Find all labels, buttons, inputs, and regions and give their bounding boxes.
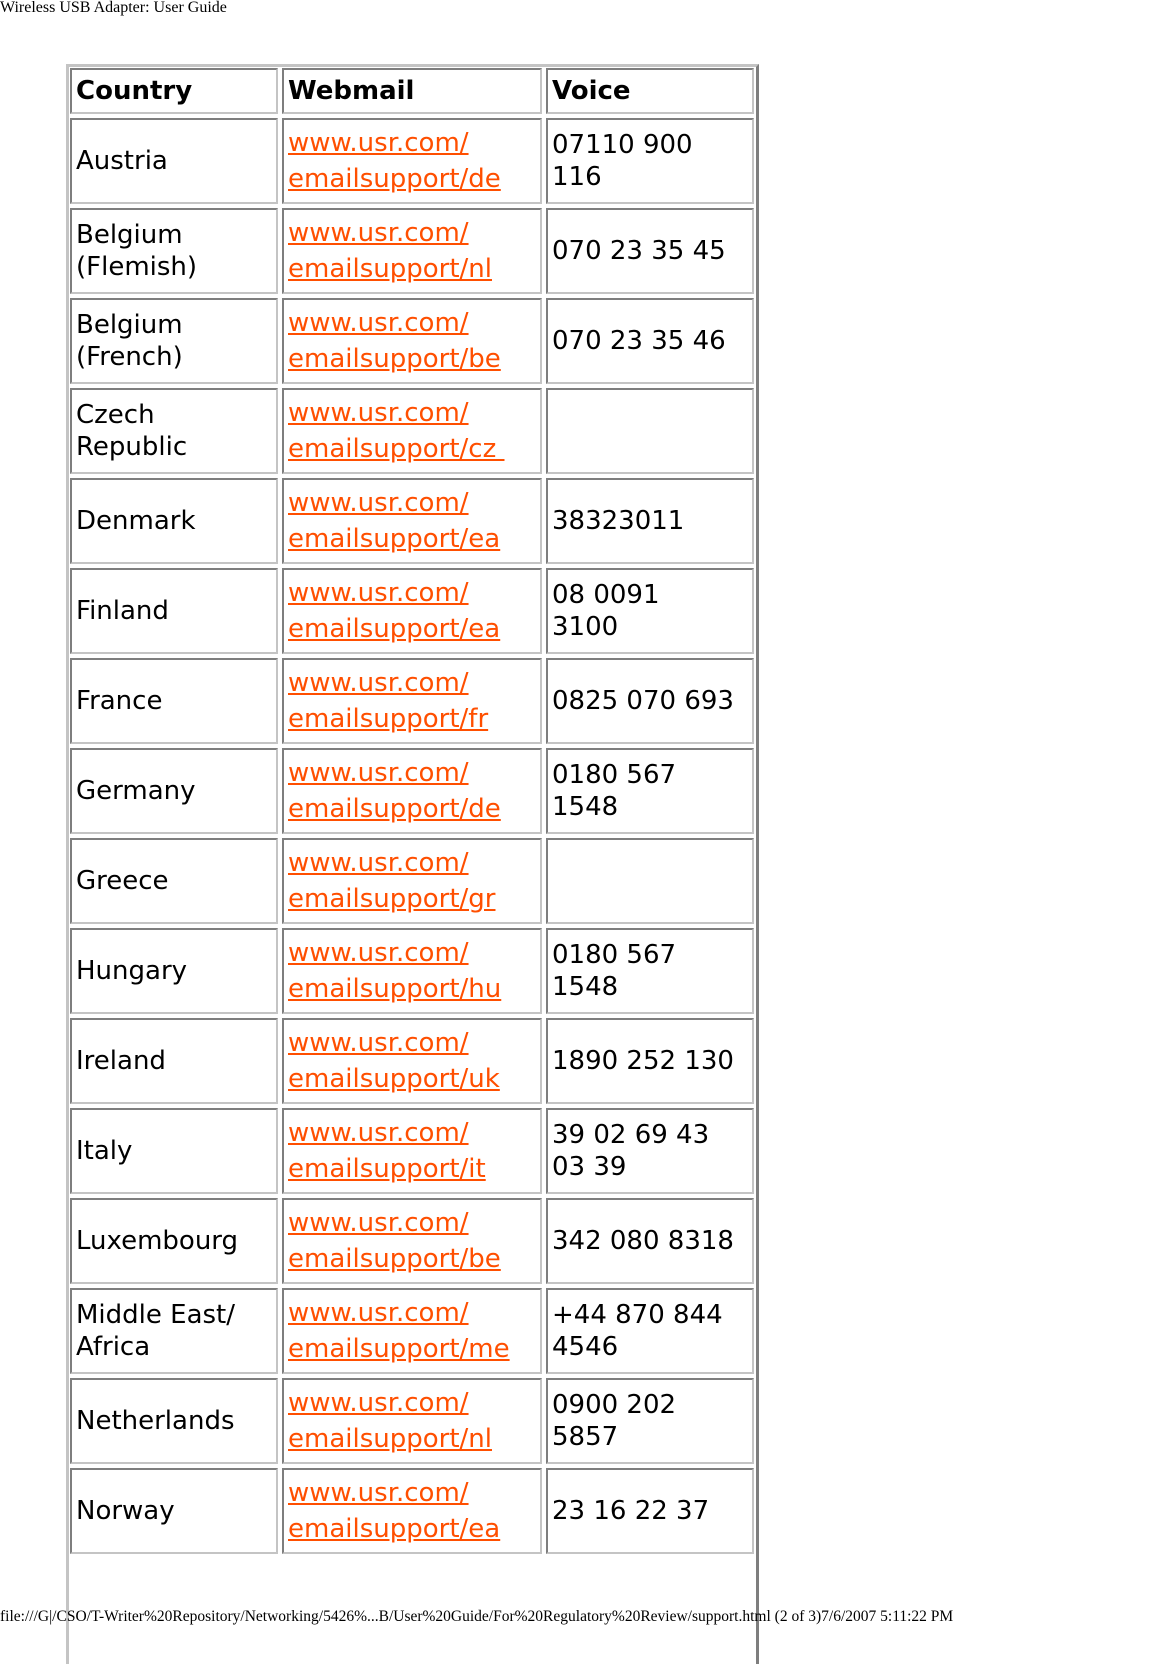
country-name: Austria <box>76 146 168 176</box>
voice-cell <box>546 568 754 654</box>
table-row <box>70 568 754 654</box>
webmail-link-line1[interactable]: www.usr.com/ <box>288 1118 469 1148</box>
webmail-cell <box>282 1378 542 1464</box>
country-name: France <box>76 686 163 716</box>
table-row <box>70 208 754 294</box>
voice-cell <box>546 928 754 1014</box>
country-name: Greece <box>76 866 169 896</box>
table-row <box>70 388 754 474</box>
country-cell <box>70 658 278 744</box>
webmail-cell <box>282 118 542 204</box>
page-footer-url: file:///G|/CSO/T-Writer%20Repository/Networking/5426%...B/User%20Guide/For%20Regulatory%20Review/support.html (2 of 3)7/6/2007 5:11:22 PM <box>0 1608 954 1625</box>
country-name: Czech Republic <box>76 400 188 462</box>
webmail-link-line2[interactable]: emailsupport/ea <box>288 614 501 644</box>
webmail-link-line2[interactable]: emailsupport/hu <box>288 974 502 1004</box>
voice-cell <box>546 748 754 834</box>
webmail-link-line1[interactable]: www.usr.com/ <box>288 578 469 608</box>
voice-number: 0180 567 1548 <box>552 760 677 822</box>
country-name: Denmark <box>76 506 196 536</box>
webmail-cell <box>282 298 542 384</box>
voice-number: 07110 900 116 <box>552 130 693 192</box>
country-cell <box>70 748 278 834</box>
voice-cell <box>546 1108 754 1194</box>
country-name: Finland <box>76 596 169 626</box>
webmail-cell <box>282 1018 542 1104</box>
country-name: Middle East/ Africa <box>76 1300 236 1362</box>
table-row <box>70 1108 754 1194</box>
webmail-link-line1[interactable]: www.usr.com/ <box>288 1388 469 1418</box>
webmail-cell <box>282 1198 542 1284</box>
table-row <box>70 478 754 564</box>
webmail-link-line2[interactable]: emailsupport/fr <box>288 704 489 734</box>
voice-number: 0825 070 693 <box>552 686 734 716</box>
webmail-cell <box>282 748 542 834</box>
voice-number: +44 870 844 4546 <box>552 1300 723 1362</box>
table-row <box>70 298 754 384</box>
voice-cell <box>546 1468 754 1554</box>
country-name: Norway <box>76 1496 175 1526</box>
webmail-link-line2[interactable]: emailsupport/nl <box>288 1424 492 1454</box>
voice-number: 342 080 8318 <box>552 1226 734 1256</box>
webmail-cell <box>282 658 542 744</box>
column-header-voice: Voice <box>546 68 754 114</box>
country-name: Belgium (French) <box>76 310 183 372</box>
webmail-link-line2[interactable]: emailsupport/me <box>288 1334 510 1364</box>
table-row <box>70 1468 754 1554</box>
webmail-link-line1[interactable]: www.usr.com/ <box>288 1028 469 1058</box>
webmail-link-line2[interactable]: emailsupport/ea <box>288 1514 501 1544</box>
webmail-cell <box>282 1468 542 1554</box>
country-cell <box>70 1018 278 1104</box>
webmail-cell <box>282 1288 542 1374</box>
country-cell <box>70 838 278 924</box>
table-row <box>70 118 754 204</box>
webmail-link-line2[interactable]: emailsupport/de <box>288 164 501 194</box>
voice-cell <box>546 118 754 204</box>
webmail-cell <box>282 838 542 924</box>
webmail-link-line1[interactable]: www.usr.com/ <box>288 128 469 158</box>
table-row <box>70 748 754 834</box>
voice-cell <box>546 298 754 384</box>
country-cell <box>70 928 278 1014</box>
voice-cell <box>546 478 754 564</box>
table-row <box>70 928 754 1014</box>
webmail-link-line1[interactable]: www.usr.com/ <box>288 758 469 788</box>
table-row <box>70 1288 754 1374</box>
webmail-link-line1[interactable]: www.usr.com/ <box>288 218 469 248</box>
webmail-link-line1[interactable]: www.usr.com/ <box>288 668 469 698</box>
country-name: Hungary <box>76 956 188 986</box>
voice-cell <box>546 1198 754 1284</box>
country-name: Luxembourg <box>76 1226 239 1256</box>
voice-number: 39 02 69 43 03 39 <box>552 1120 710 1182</box>
column-header-webmail: Webmail <box>282 68 542 114</box>
webmail-link-line1[interactable]: www.usr.com/ <box>288 938 469 968</box>
webmail-link-line1[interactable]: www.usr.com/ <box>288 1208 469 1238</box>
webmail-cell <box>282 1108 542 1194</box>
webmail-cell <box>282 388 542 474</box>
webmail-link-line1[interactable]: www.usr.com/ <box>288 488 469 518</box>
country-name: Italy <box>76 1136 133 1166</box>
country-cell <box>70 208 278 294</box>
country-cell <box>70 298 278 384</box>
country-cell <box>70 1378 278 1464</box>
country-name: Belgium (Flemish) <box>76 220 198 282</box>
webmail-link-line2[interactable]: emailsupport/gr <box>288 884 496 914</box>
country-cell <box>70 1468 278 1554</box>
voice-number: 070 23 35 46 <box>552 326 726 356</box>
country-cell <box>70 478 278 564</box>
country-cell <box>70 388 278 474</box>
voice-number: 38323011 <box>552 506 685 536</box>
table-row <box>70 1378 754 1464</box>
voice-number: 23 16 22 37 <box>552 1496 710 1526</box>
voice-cell <box>546 1378 754 1464</box>
webmail-link-line2[interactable]: emailsupport/cz <box>288 434 505 464</box>
webmail-link-line2[interactable]: emailsupport/ea <box>288 524 501 554</box>
table-row <box>70 658 754 744</box>
voice-number: 070 23 35 45 <box>552 236 726 266</box>
voice-cell <box>546 838 754 924</box>
voice-number: 0180 567 1548 <box>552 940 677 1002</box>
webmail-cell <box>282 208 542 294</box>
voice-number: 08 0091 3100 <box>552 580 660 642</box>
webmail-link-line2[interactable]: emailsupport/be <box>288 344 501 374</box>
country-cell <box>70 118 278 204</box>
voice-cell <box>546 658 754 744</box>
country-cell <box>70 1288 278 1374</box>
voice-cell <box>546 1018 754 1104</box>
webmail-cell <box>282 928 542 1014</box>
webmail-link-line1[interactable]: www.usr.com/ <box>288 848 469 878</box>
webmail-link-line1[interactable]: www.usr.com/ <box>288 1298 469 1328</box>
country-name: Germany <box>76 776 196 806</box>
webmail-link-line1[interactable]: www.usr.com/ <box>288 398 469 428</box>
country-cell <box>70 1198 278 1284</box>
table-row <box>70 1198 754 1284</box>
webmail-link-line2[interactable]: emailsupport/it <box>288 1154 486 1184</box>
table-row <box>70 838 754 924</box>
page-header-title: Wireless USB Adapter: User Guide <box>0 0 227 16</box>
voice-cell <box>546 388 754 474</box>
column-header-country: Country <box>70 68 278 114</box>
table-header-row <box>70 68 754 114</box>
webmail-link-line2[interactable]: emailsupport/uk <box>288 1064 500 1094</box>
table-row <box>70 1018 754 1104</box>
voice-cell <box>546 208 754 294</box>
country-cell <box>70 1108 278 1194</box>
country-name: Netherlands <box>76 1406 235 1436</box>
webmail-cell <box>282 478 542 564</box>
webmail-cell <box>282 568 542 654</box>
support-contact-table <box>66 64 758 1558</box>
webmail-link-line2[interactable]: emailsupport/nl <box>288 254 492 284</box>
webmail-link-line1[interactable]: www.usr.com/ <box>288 1478 469 1508</box>
webmail-link-line1[interactable]: www.usr.com/ <box>288 308 469 338</box>
voice-number: 0900 202 5857 <box>552 1390 677 1452</box>
country-name: Ireland <box>76 1046 166 1076</box>
voice-cell <box>546 1288 754 1374</box>
voice-number: 1890 252 130 <box>552 1046 734 1076</box>
webmail-link-line2[interactable]: emailsupport/de <box>288 794 501 824</box>
webmail-link-line2[interactable]: emailsupport/be <box>288 1244 501 1274</box>
country-cell <box>70 568 278 654</box>
